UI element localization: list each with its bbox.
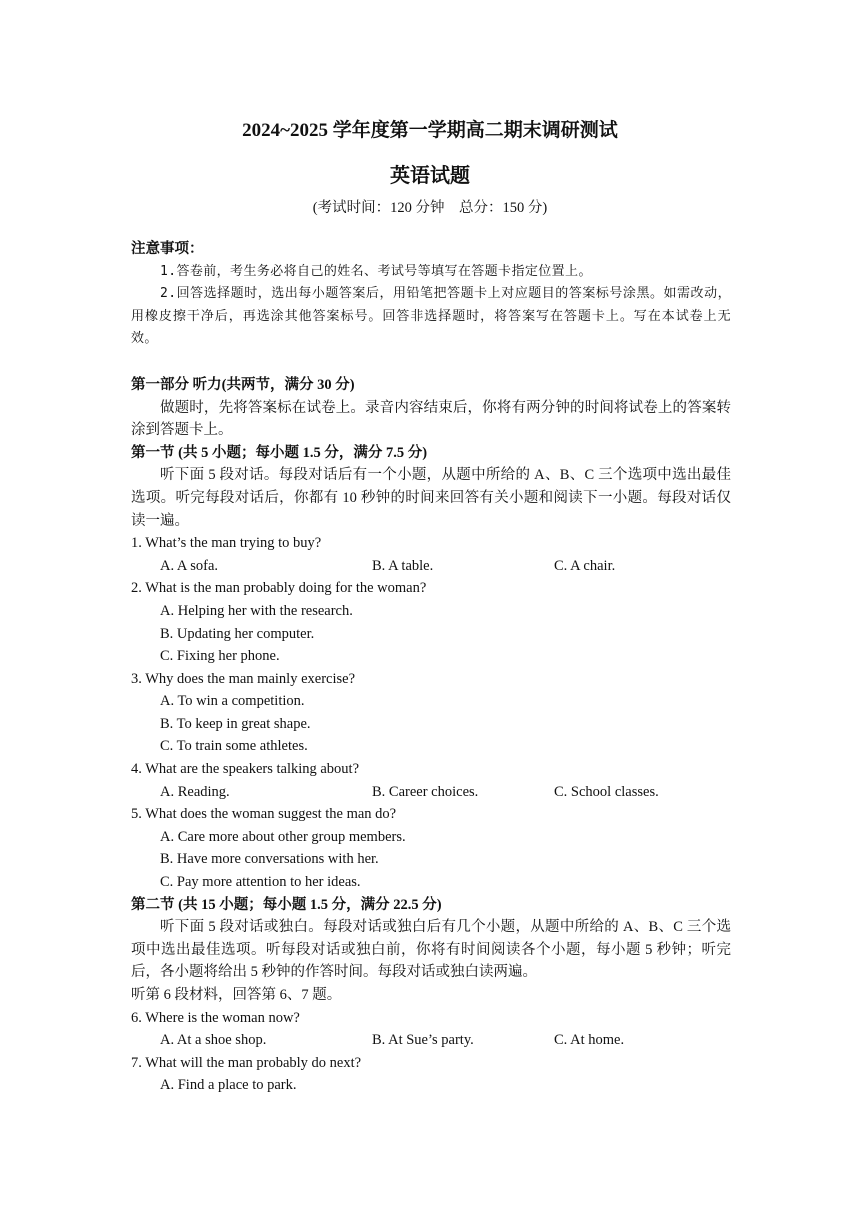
question-7-option-a: A. Find a place to park. — [160, 1077, 297, 1094]
question-6-options — [131, 1029, 731, 1052]
notice-item-2: 2.回答选择题时，选出每小题答案后，用铅笔把答题卡上对应题目的答案标号涂黑。如需改动，用橡皮擦干净后，再选涂其他答案标号。回答非选择题时，将答案写在答题卡上。写在本试卷上无效。 — [131, 286, 731, 347]
question-4-options — [131, 781, 731, 804]
question-3-option-c: C. To train some athletes. — [160, 738, 308, 755]
exam-info: (考试时间：120 分钟 总分：150 分) — [312, 200, 548, 216]
exam-subtitle: 英语试题 — [390, 165, 470, 187]
question-5-option-c: C. Pay more attention to her ideas. — [160, 874, 361, 891]
exam-content — [131, 238, 731, 1097]
question-1-options — [131, 555, 731, 578]
section2-heading: 第二节 (共 15 小题；每小题 1.5 分，满分 22.5 分) — [131, 896, 442, 913]
notice-heading: 注意事项： — [131, 241, 204, 257]
question-4-option-a: A. Reading. — [160, 783, 230, 800]
question-3-option-b: B. To keep in great shape. — [160, 715, 311, 732]
question-6-option-b: B. At Sue’s party. — [372, 1032, 474, 1049]
question-6-option-a: A. At a shoe shop. — [160, 1032, 267, 1049]
section1-intro: 听下面 5 段对话。每段对话后有一个小题，从题中所给的 A、B、C 三个选项中选出最佳选项。听完每段对话后，你都有 10 秒钟的时间来回答有关小题和阅读下一小题。每段对话仅读一遍。 — [131, 467, 731, 529]
exam-title: 2024~2025 学年度第一学期高二期末调研测试 — [242, 120, 618, 141]
question-3: 3. Why does the man mainly exercise? — [131, 670, 356, 687]
question-1-option-b: B. A table. — [372, 557, 434, 574]
section2-intro: 听下面 5 段对话或独白。每段对话或独白后有几个小题，从题中所给的 A、B、C 三个选项中选出最佳选项。听每段对话或独白前，你将有时间阅读各个小题，每小题 5 秒钟；听完后，各小题将给出 5 秒钟的作答时间。每段对话或独白读两遍。 — [131, 919, 731, 981]
part1-heading: 第一部分 听力(共两节，满分 30 分) — [131, 376, 355, 393]
question-5-option-a: A. Care more about other group members. — [160, 828, 406, 845]
section1-heading: 第一节 (共 5 小题；每小题 1.5 分，满分 7.5 分) — [131, 444, 428, 461]
question-6: 6. Where is the woman now? — [131, 1009, 300, 1026]
question-1-option-a: A. A sofa. — [160, 557, 218, 574]
question-2: 2. What is the man probably doing for the woman? — [131, 580, 427, 597]
question-2-option-a: A. Helping her with the research. — [160, 602, 353, 619]
question-7: 7. What will the man probably do next? — [131, 1054, 362, 1071]
question-4-option-b: B. Career choices. — [372, 783, 479, 800]
question-5-option-b: B. Have more conversations with her. — [160, 851, 379, 868]
question-6-option-c: C. At home. — [554, 1032, 625, 1049]
notice-item-1: 1.答卷前，考生务必将自己的姓名、考试号等填写在答题卡指定位置上。 — [160, 263, 592, 279]
material-note: 听第 6 段材料，回答第 6、7 题。 — [131, 987, 342, 1003]
question-2-option-b: B. Updating her computer. — [160, 625, 315, 642]
question-1-option-c: C. A chair. — [554, 557, 616, 574]
question-5: 5. What does the woman suggest the man do? — [131, 806, 397, 823]
question-1: 1. What’s the man trying to buy? — [131, 535, 322, 552]
question-4: 4. What are the speakers talking about? — [131, 761, 360, 778]
question-2-option-c: C. Fixing her phone. — [160, 648, 280, 665]
part1-intro: 做题时，先将答案标在试卷上。录音内容结束后，你将有两分钟的时间将试卷上的答案转涂到答题卡上。 — [131, 399, 731, 439]
question-3-option-a: A. To win a competition. — [160, 693, 305, 710]
question-4-option-c: C. School classes. — [554, 783, 659, 800]
